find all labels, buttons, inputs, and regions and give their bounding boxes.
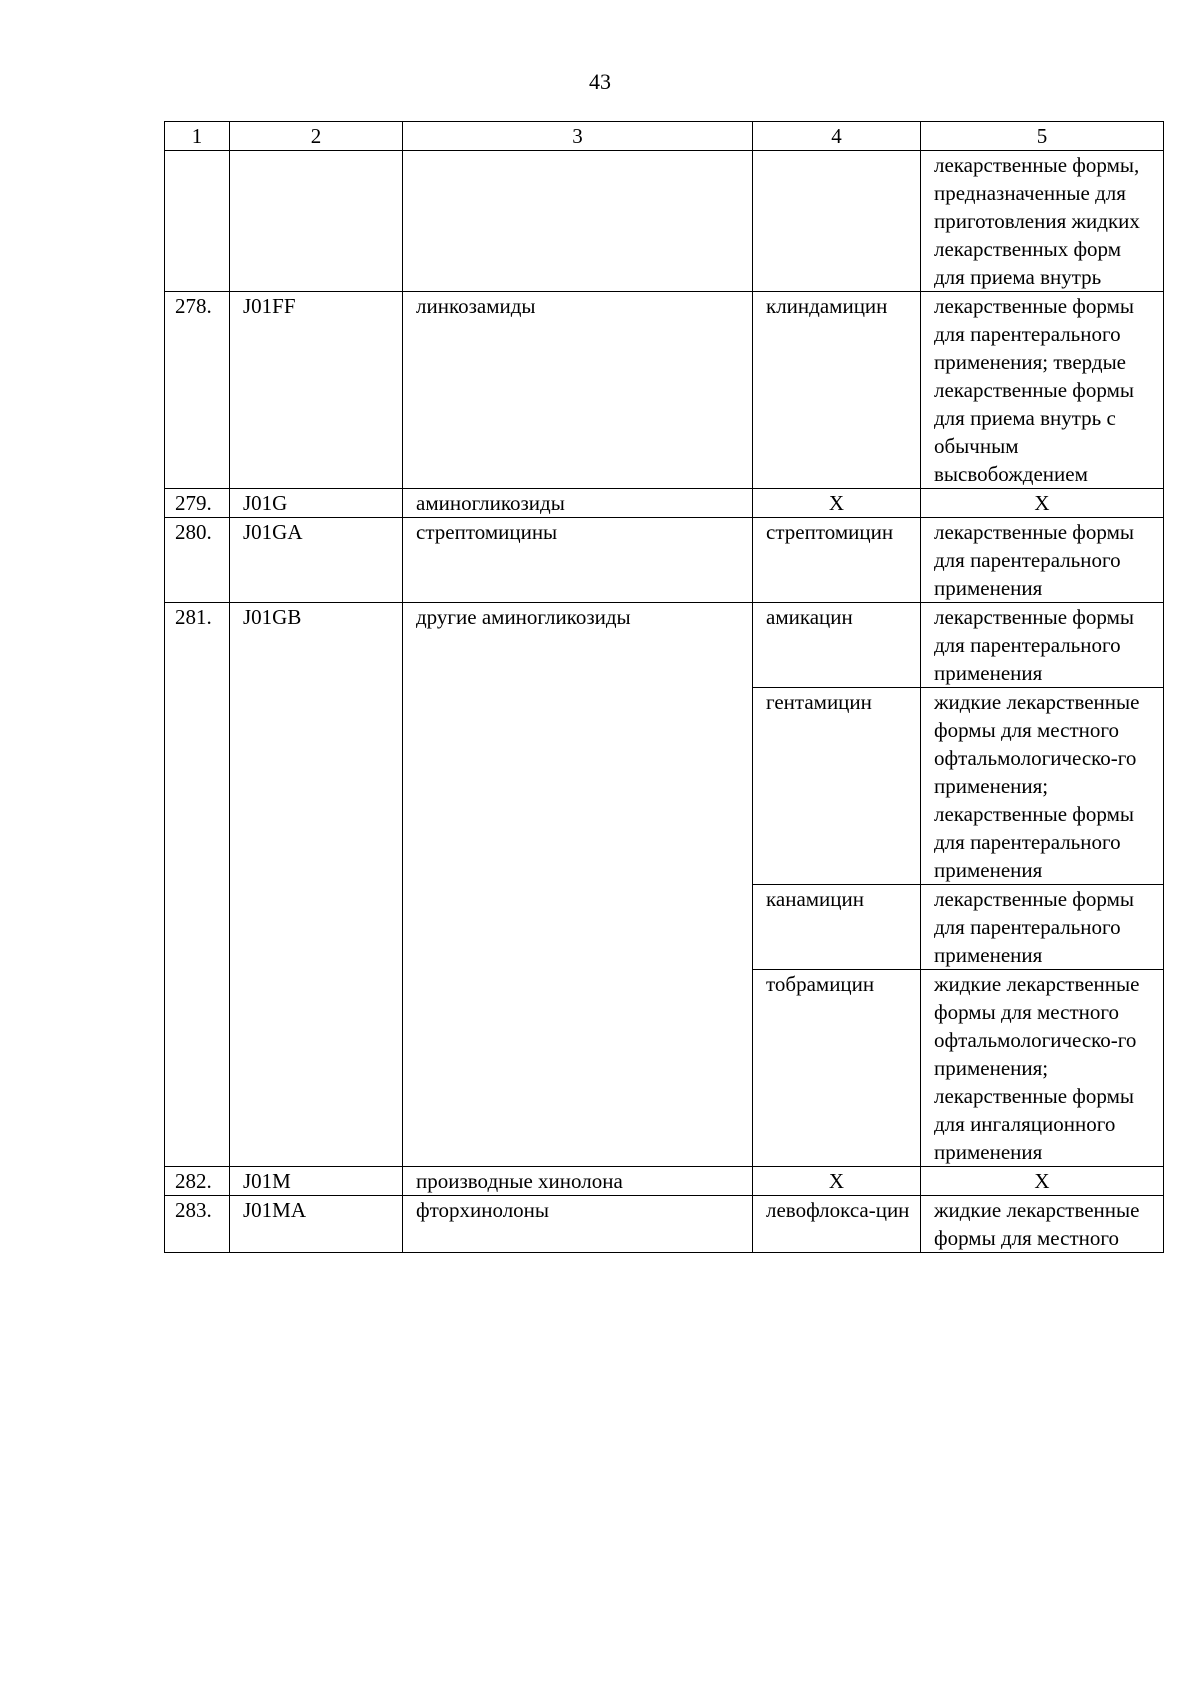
- cell-code: J01FF: [230, 292, 403, 489]
- cell-code: J01GB: [230, 603, 403, 1167]
- cell-form: лекарственные формы для парентерального применения: [921, 518, 1164, 603]
- header-col-4: 4: [753, 122, 921, 151]
- drug-table: [164, 121, 1164, 1253]
- cell-drug: амикацин: [753, 603, 921, 688]
- cell-num: 281.: [165, 603, 230, 1167]
- cell-num: 280.: [165, 518, 230, 603]
- cell-code: [230, 151, 403, 292]
- cell-num: 283.: [165, 1196, 230, 1253]
- cell-drug: стрептомицин: [753, 518, 921, 603]
- cell-code: J01GA: [230, 518, 403, 603]
- cell-code: J01G: [230, 489, 403, 518]
- cell-form: Х: [921, 1167, 1164, 1196]
- cell-group: аминогликозиды: [403, 489, 753, 518]
- cell-num: 279.: [165, 489, 230, 518]
- table-row-283: [165, 1196, 1164, 1253]
- table-row-281: [165, 603, 1164, 688]
- page-number: 43: [589, 69, 611, 94]
- cell-drug: клиндамицин: [753, 292, 921, 489]
- cell-drug: тобрамицин: [753, 970, 921, 1167]
- cell-form: Х: [921, 489, 1164, 518]
- cell-form: лекарственные формы для парентерального применения: [921, 885, 1164, 970]
- table-row-continuation: [165, 151, 1164, 292]
- cell-code: J01MA: [230, 1196, 403, 1253]
- cell-group: фторхинолоны: [403, 1196, 753, 1253]
- cell-group: линкозамиды: [403, 292, 753, 489]
- header-col-1: 1: [165, 122, 230, 151]
- cell-form: жидкие лекарственные формы для местного: [921, 1196, 1164, 1253]
- cell-num: [165, 151, 230, 292]
- cell-form: жидкие лекарственные формы для местного офтальмологическо-го применения; лекарственные формы для ингаляционного применения: [921, 970, 1164, 1167]
- cell-group: производные хинолона: [403, 1167, 753, 1196]
- table-row-282: [165, 1167, 1164, 1196]
- table-row-278: [165, 292, 1164, 489]
- cell-group: [403, 151, 753, 292]
- header-col-5: 5: [921, 122, 1164, 151]
- cell-form: жидкие лекарственные формы для местного офтальмологическо-го применения; лекарственные формы для парентерального применения: [921, 688, 1164, 885]
- cell-drug: Х: [753, 489, 921, 518]
- table-row-279: [165, 489, 1164, 518]
- cell-num: 282.: [165, 1167, 230, 1196]
- cell-drug: левофлокса-цин: [753, 1196, 921, 1253]
- cell-drug: [753, 151, 921, 292]
- cell-group: другие аминогликозиды: [403, 603, 753, 1167]
- cell-form: лекарственные формы для парентерального применения; твердые лекарственные формы для приема внутрь с обычным высвобождением: [921, 292, 1164, 489]
- table-header-row: [165, 122, 1164, 151]
- header-col-2: 2: [230, 122, 403, 151]
- cell-num: 278.: [165, 292, 230, 489]
- cell-group: стрептомицины: [403, 518, 753, 603]
- cell-form: лекарственные формы для парентерального применения: [921, 603, 1164, 688]
- cell-form: лекарственные формы, предназначенные для приготовления жидких лекарственных форм для приема внутрь: [921, 151, 1164, 292]
- cell-drug: Х: [753, 1167, 921, 1196]
- header-col-3: 3: [403, 122, 753, 151]
- cell-code: J01M: [230, 1167, 403, 1196]
- cell-drug: гентамицин: [753, 688, 921, 885]
- cell-drug: канамицин: [753, 885, 921, 970]
- table-row-280: [165, 518, 1164, 603]
